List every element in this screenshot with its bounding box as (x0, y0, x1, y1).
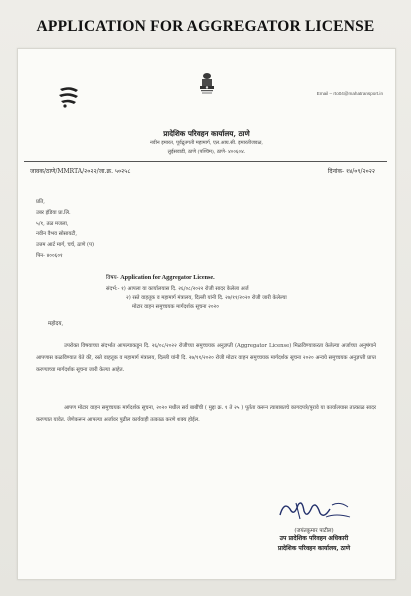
signatory-name: (जयंतकुमार पाटील) (294, 528, 334, 534)
body-paragraph-2: आपण मोटार वाहन समुच्चयक मार्गदर्शक सूचना, २०२० मधील सर्व बाबींची ( मुद्दा क्र. १ ते २५ ) पूर्तता करून त्याबाबतचे कागदपत्रे/पुरावे या कार्यालयास तात्काळ सादर करण्यात यावेत. जेणेकरून आपल्या अर्जावर पुढील कार्यवाही तत्काळ करणे शक्य होईल. (36, 405, 376, 423)
office-name: प्रादेशिक परिवहन कार्यालय, ठाणे (163, 129, 250, 138)
letterhead (18, 129, 395, 157)
body-paragraph-1: उपरोक्त विषयाच्या संदर्भात आपल्याकडून दि. २६/०८/२०२२ रोजीच्या समुच्चयक अनुज्ञप्ती (Aggregator License) मिळविण्याकरता केलेल्या अर्जाच्या अनुषंगाने आपणास कळविण्यात येते की, रस्ते वाहतूक व महामार्ग मंत्रालय, दिल्ली यांनी दि. २७/११/२०२० रोजी मोटार वाहन समुच्चयक मार्गदर्शक सूचना २०२० अन्वये समुच्चयक अनुज्ञप्ती प्राप्त करण्याच्या मार्गदर्शक सूचना जारी केल्या आहेत. (36, 343, 376, 373)
header-divider (24, 161, 387, 162)
signatory-office: प्रादेशिक परिवहन कार्यालय, ठाणे (277, 545, 351, 552)
recipient-line: पिन- ४००६०१ (36, 252, 63, 259)
signature-block (244, 495, 384, 554)
letter-document (17, 48, 396, 580)
recipient-label: प्रति, (36, 199, 45, 205)
office-address-line2: लुईसवाडी, ठाणे (पश्चिम), ठाणे- ४००६०४. (167, 149, 246, 155)
office-address-line1: नवीन इमारत, पूर्वद्रुतगती महामार्ग, एल.आय.सी. इमारतीजवळ, (150, 140, 263, 146)
transport-logo-icon (56, 85, 82, 109)
reference-item: १) आपला या कार्यालयास दि. २६/०८/२०२२ रोजी सादर केलेला अर्ज (121, 286, 249, 292)
state-emblem-icon (196, 71, 218, 97)
salutation: महोदय, (48, 321, 64, 327)
reference-item: मोटार वाहन समुच्चयक मार्गदर्शक सूचना २०२० (132, 304, 219, 311)
email-line (317, 91, 383, 96)
subject-label: विषय- (106, 275, 119, 281)
reference-item: २) रस्ते वाहतूक व महामार्ग मंत्रालय, दिल्ली यांनी दि. २७/११/२०२० रोजी जारी केलेल्या (126, 295, 287, 302)
recipient-line: उबर इंडिया प्रा.लि. (36, 209, 71, 216)
recipient-line: नवीन वैभव सोसायटी, (36, 231, 78, 238)
recipient-line: उत्तम आर्ट मार्ग, चर्च, ठाणे (प) (36, 242, 95, 249)
signatory-title: उप प्रादेशिक परिवहन अधिकारी (279, 535, 349, 542)
email-label: Email – (316, 91, 333, 96)
references-block (106, 285, 287, 313)
handwritten-signature (274, 495, 354, 525)
recipient-block (36, 197, 94, 262)
subject-line (106, 273, 215, 281)
page-heading: APPLICATION FOR AGGREGATOR LICENSE (36, 18, 375, 35)
references-label: संदर्भ:- (106, 286, 120, 292)
letter-date: दिनांक- १४/०९/२०२२ (327, 168, 375, 175)
subject-text: Application for Aggregator License. (120, 274, 215, 281)
recipient-line: ५/१, तळ मजला, (36, 220, 69, 227)
email-value: rto04@mahatransport.in (333, 91, 383, 96)
reference-number: जावक/ठाणे/MMRTA/२०२२/जा.क्र. ५०२५८ (30, 168, 131, 175)
